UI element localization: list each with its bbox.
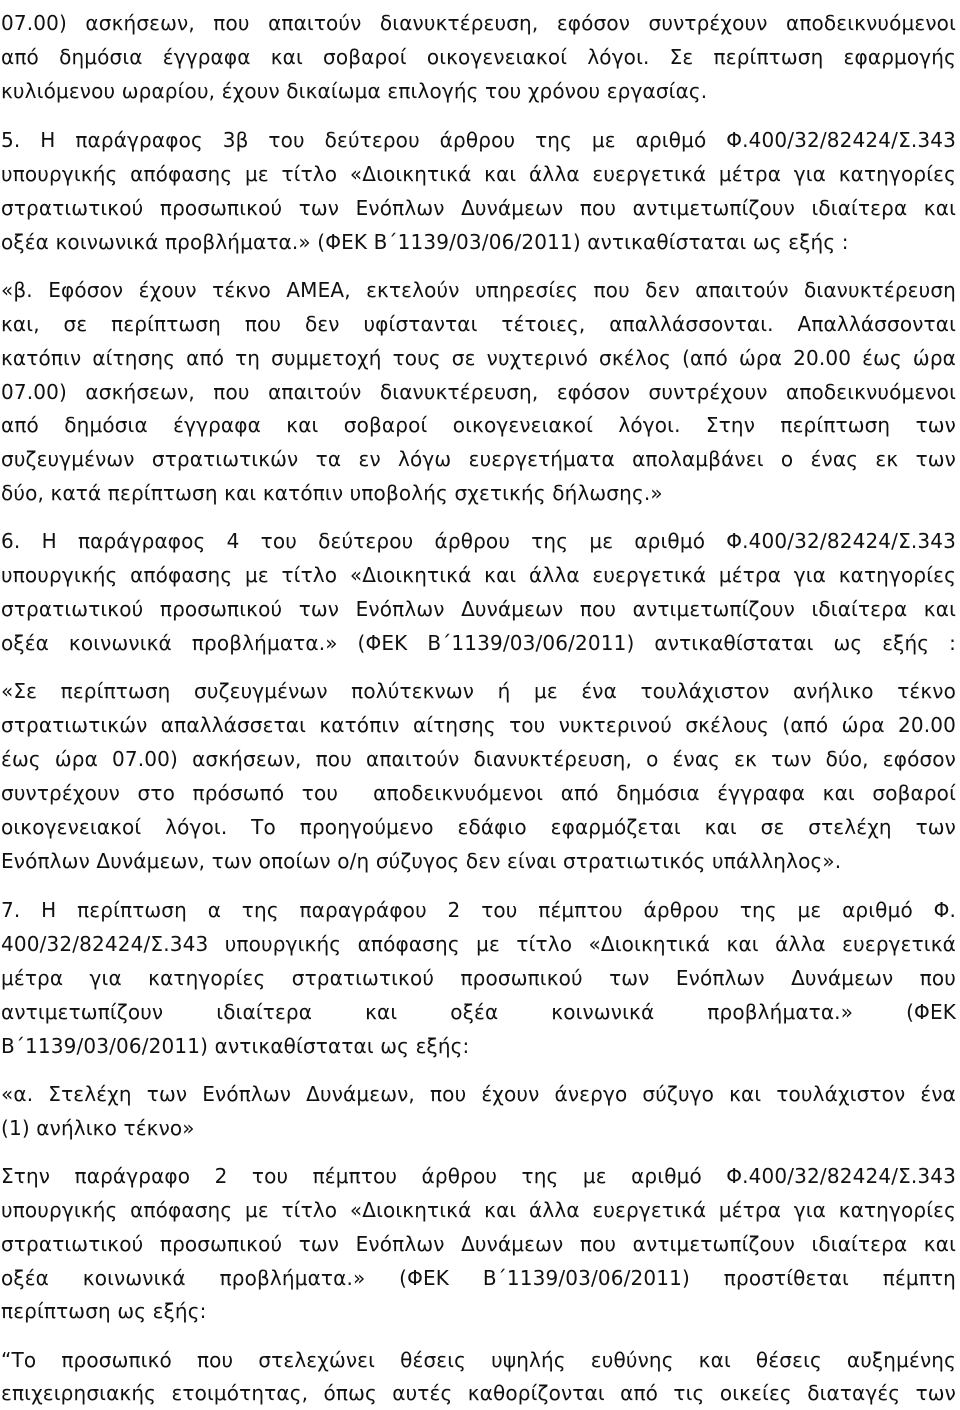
text-line: Ενόπλων Δυνάμεων, των οποίων ο/η σύζυγος δεν είναι στρατιωτικός υπάλληλος». <box>1 849 842 873</box>
text-line: 5. Η παράγραφος 3β του δεύτερου άρθρου της με αριθμό Φ.400/32/82424/Σ.343 <box>1 128 956 152</box>
text-line: υπουργικής απόφασης με τίτλο «Διοικητικά και άλλα ευεργετικά μέτρα για κατηγορίες <box>1 1198 956 1222</box>
text-line: οξέα κοινωνικά προβλήματα.» (ΦΕΚ Β΄1139/03/06/2011) αντικαθίσταται ως εξής : <box>1 230 849 254</box>
text-line: (1) ανήλικο τέκνο» <box>1 1116 195 1140</box>
text-line: περίπτωση ως εξής: <box>1 1299 207 1323</box>
text-line: «α. Στελέχη των Ενόπλων Δυνάμεων, που έχουν άνεργο σύζυγο και τουλάχιστον ένα <box>1 1082 956 1106</box>
text-line: κυλιόμενου ωραρίου, έχουν δικαίωμα επιλογής του χρόνου εργασίας. <box>1 79 708 103</box>
text-line: 400/32/82424/Σ.343 υπουργικής απόφασης με τίτλο «Διοικητικά και άλλα ευεργετικά <box>1 932 956 956</box>
text-line: στρατιωτικού προσωπικού των Ενόπλων Δυνάμεων που αντιμετωπίζουν ιδιαίτερα και <box>1 597 956 621</box>
text-line: «β. Εφόσον έχουν τέκνο ΑΜΕΑ, εκτελούν υπηρεσίες που δεν απαιτούν διανυκτέρευση <box>1 278 956 302</box>
text-line: δύο, κατά περίπτωση και κατόπιν υποβολής σχετικής δήλωσης.» <box>1 481 663 505</box>
text-line: υπουργικής απόφασης με τίτλο «Διοικητικά και άλλα ευεργετικά μέτρα για κατηγορίες <box>1 162 956 186</box>
text-line: 6. Η παράγραφος 4 του δεύτερου άρθρου της με αριθμό Φ.400/32/82424/Σ.343 <box>1 529 956 553</box>
text-line: συντρέχουν στο πρόσωπό του αποδεικνυόμενοι από δημόσια έγγραφα και σοβαροί <box>1 781 956 805</box>
text-line: οξέα κοινωνικά προβλήματα.» (ΦΕΚ Β΄1139/03/06/2011) αντικαθίσταται ως εξής : <box>1 631 956 655</box>
text-line: επιχειρησιακής ετοιμότητας, όπως αυτές καθορίζονται από τις οικείες διαταγές των <box>1 1381 956 1405</box>
text-line: στρατιωτικών απαλλάσσεται κατόπιν αίτησης του νυκτερινού σκέλους (από ώρα 20.00 <box>1 713 956 737</box>
text-line: «Σε περίπτωση συζευγμένων πολύτεκνων ή με ένα τουλάχιστον ανήλικο τέκνο <box>1 679 956 703</box>
text-line: οικογενειακοί λόγοι. Το προηγούμενο εδάφιο εφαρμόζεται και σε στελέχη των <box>1 815 956 839</box>
text-line: από δημόσια έγγραφα και σοβαροί οικογενειακοί λόγοι. Στην περίπτωση των <box>1 413 956 437</box>
text-line: στρατιωτικού προσωπικού των Ενόπλων Δυνάμεων που αντιμετωπίζουν ιδιαίτερα και <box>1 1232 956 1256</box>
text-line: αντιμετωπίζουν ιδιαίτερα και οξέα κοινωνικά προβλήματα.» (ΦΕΚ <box>1 1000 956 1024</box>
text-line: Στην παράγραφο 2 του πέμπτου άρθρου της με αριθμό Φ.400/32/82424/Σ.343 <box>1 1164 956 1188</box>
text-line: Β΄1139/03/06/2011) αντικαθίσταται ως εξής: <box>1 1034 470 1058</box>
text-line: 07.00) ασκήσεων, που απαιτούν διανυκτέρευση, εφόσον συντρέχουν αποδεικνυόμενοι <box>1 11 956 35</box>
text-line: από δημόσια έγγραφα και σοβαροί οικογενειακοί λόγοι. Σε περίπτωση εφαρμογής <box>1 45 956 69</box>
text-line: και, σε περίπτωση που δεν υφίστανται τέτοιες, απαλλάσσονται. Απαλλάσσονται <box>1 312 956 336</box>
text-line: συζευγμένων στρατιωτικών τα εν λόγω ευεργετήματα απολαμβάνει ο ένας εκ των <box>1 447 956 471</box>
text-line: 7. Η περίπτωση α της παραγράφου 2 του πέμπτου άρθρου της με αριθμό Φ. <box>1 898 956 922</box>
text-line: στρατιωτικού προσωπικού των Ενόπλων Δυνάμεων που αντιμετωπίζουν ιδιαίτερα και <box>1 196 956 220</box>
text-line: οξέα κοινωνικά προβλήματα.» (ΦΕΚ Β΄1139/03/06/2011) προστίθεται πέμπτη <box>1 1266 956 1290</box>
text-line: υπουργικής απόφασης με τίτλο «Διοικητικά και άλλα ευεργετικά μέτρα για κατηγορίες <box>1 563 956 587</box>
text-line: έως ώρα 07.00) ασκήσεων, που απαιτούν διανυκτέρευση, ο ένας εκ των δύο, εφόσον <box>1 747 956 771</box>
text-line: μέτρα για κατηγορίες στρατιωτικού προσωπικού των Ενόπλων Δυνάμεων που <box>1 966 956 990</box>
text-line: 07.00) ασκήσεων, που απαιτούν διανυκτέρευση, εφόσον συντρέχουν αποδεικνυόμενοι <box>1 380 956 404</box>
text-line: “Το προσωπικό που στελεχώνει θέσεις υψηλής ευθύνης και θέσεις αυξημένης <box>1 1348 956 1372</box>
text-line: κατόπιν αίτησης από τη συμμετοχή τους σε νυχτερινό σκέλος (από ώρα 20.00 έως ώρα <box>1 346 956 370</box>
